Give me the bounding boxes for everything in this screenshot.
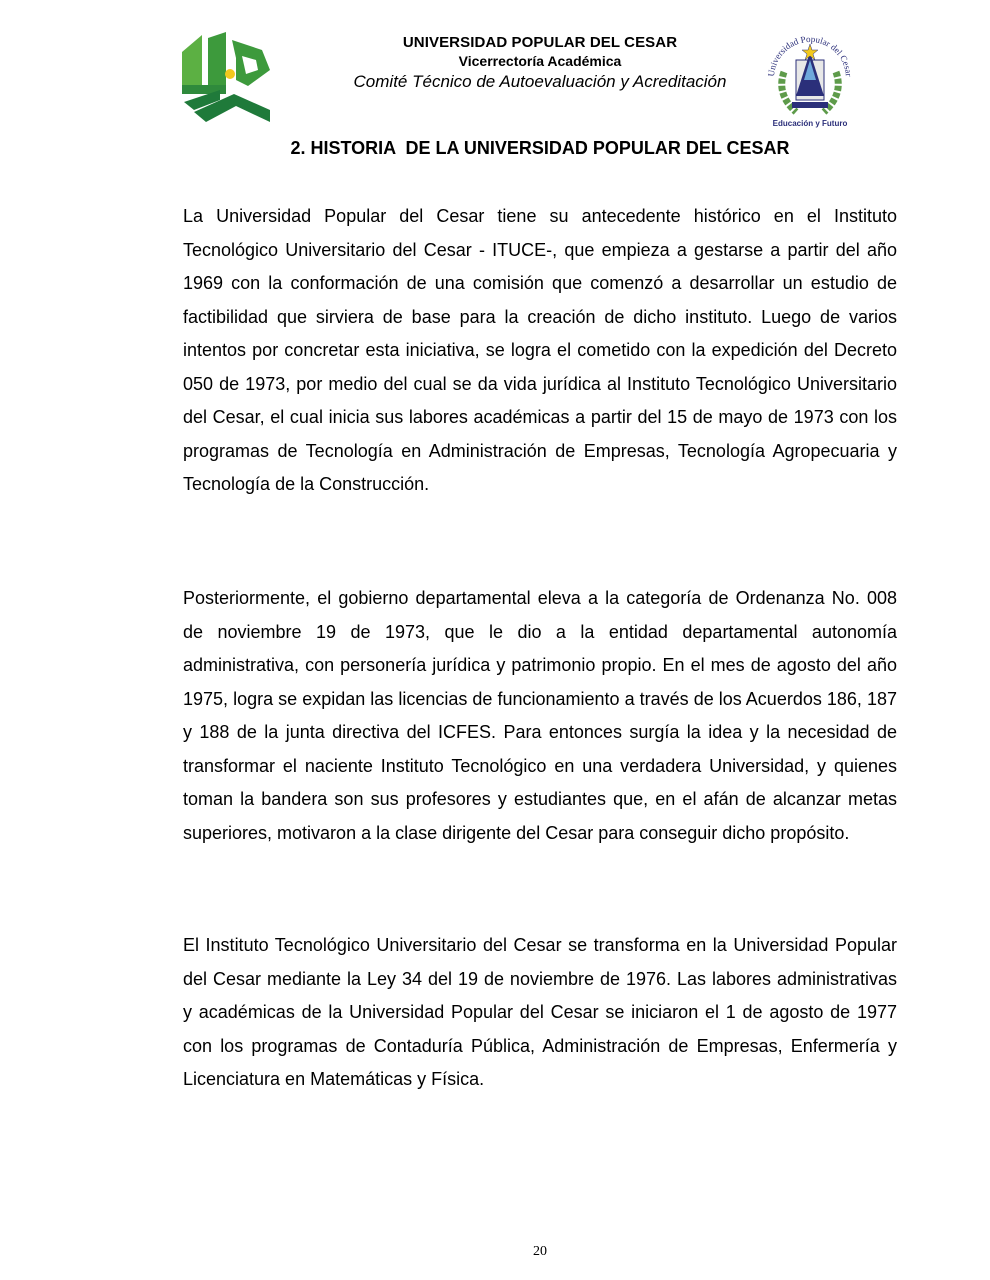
page-number: 20 [533,1244,547,1259]
paragraph-2: Posteriormente, el gobierno departamental eleva a la categoría de Ordenanza No. 008 de noviembre 19 de 1973, que le dio a la entidad departamental autonomía administrativa, con personería jurídica y patrimonio propio. En el mes de agosto del año 1975, logra se expidan las licencias de funcionamiento a través de los Acuerdos 186, 187 y 188 de la junta directiva del ICFES. Para entonces surgía la idea y la necesidad de transformar el naciente Instituto Tecnológico en una verdadera Universidad, y quienes toman la bandera son sus profesores y estudiantes que, en el afán de alcanzar metas superiores, motivaron a la clase dirigente del Cesar para conseguir dicho propósito. [183,588,897,843]
section-title: 2. HISTORIA DE LA UNIVERSIDAD POPULAR DEL CESAR [290,138,790,158]
seal-arc-text: Universidad Popular del Cesar [765,33,854,78]
paragraph-1: La Universidad Popular del Cesar tiene su antecedente histórico en el Instituto Tecnológico Universitario del Cesar - ITUCE-, que empieza a gestarse a partir del año 1969 con la conformación de una comisión que comenzó a desarrollar un estudio de factibilidad que sirviera de base para la creación de dicho instituto. Luego de varios intentos por concretar esta iniciativa, se logra el cometido con la expedición del Decreto 050 de 1973, por medio del cual se da vida jurídica al Instituto Tecnológico Universitario del Cesar, el cual inicia sus labores académicas a partir del 15 de mayo de 1973 con los programas de Tecnología en Administración de Empresas, Tecnología Agropecuaria y Tecnología de la Construcción. [183,206,897,494]
vicerrectoria-label: Vicerrectoría Académica [458,53,622,69]
upc-logo [180,30,272,125]
committee-label: Comité Técnico de Autoevaluación y Acreditación [353,72,727,91]
seal-motto: Educación y Futuro [772,119,848,128]
paragraph-3: El Instituto Tecnológico Universitario del Cesar se transforma en la Universidad Popular del Cesar mediante la Ley 34 del 19 de noviembre de 1976. Las labores administrativas y académicas de la Universidad Popular del Cesar se iniciaron el 1 de agosto de 1977 con los programas de Contaduría Pública, Administración de Empresas, Enfermería y Licenciatura en Matemáticas y Física. [183,935,897,1089]
university-seal [762,30,858,130]
university-name: UNIVERSIDAD POPULAR DEL CESAR [402,34,678,51]
